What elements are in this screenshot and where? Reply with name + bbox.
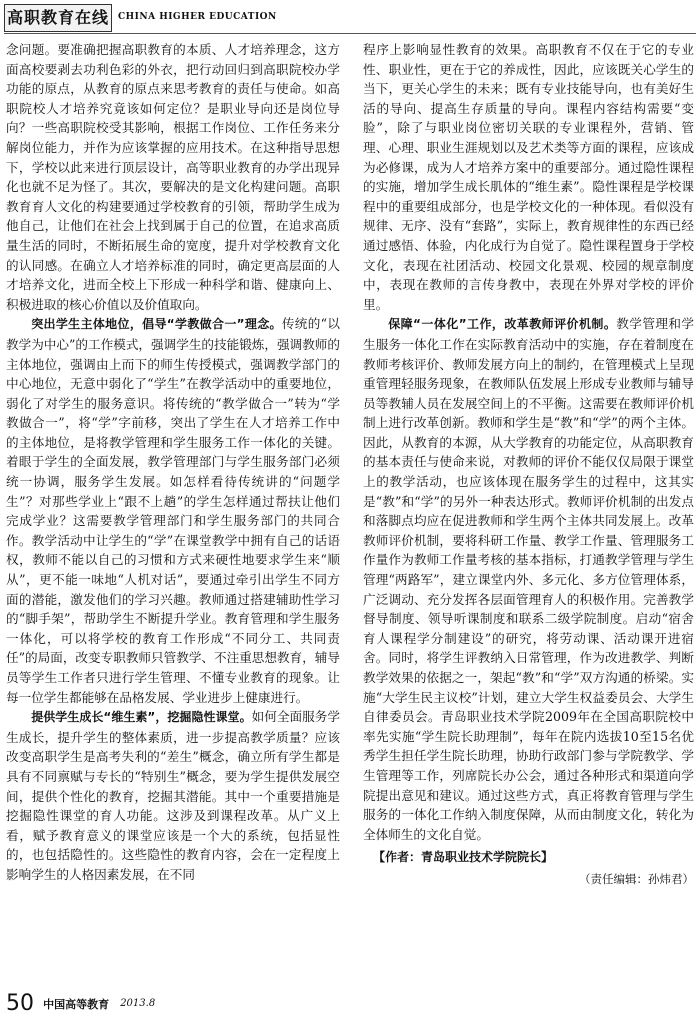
journal-name: 中国高等教育 bbox=[43, 997, 110, 1011]
section-lead: 突出学生主体地位，倡导“学教做合一”理念。 bbox=[31, 317, 282, 332]
section-lead: 保障“一体化”工作，改革教师评价机制。 bbox=[388, 317, 617, 332]
issue-number: 2013.8 bbox=[120, 998, 156, 1009]
paragraph-text: 教学管理和学生服务一体化工作在实际教育活动中的实施，存在着制度在教师考核评价、教师发展方向上的制约，在管理模式上呈现重管理轻服务现象，在教师队伍发展上形成专业教师与辅导员等教辅人员在发展空间上的不平衡。这需要在教师评价机制上进行改革创新。教师和学生是“教”和“学”的两个主体。因此，从教育的本源，从大学教育的功能定位，从高职教育的基本责任与使命来说，对教师的评价不能仅仅局限于课堂上的教学活动，也应该体现在服务学生的过程中，这其实是“教”和“学”的另外一种表达形式。教师评价机制的出发点和落脚点均应在促进教师和学生两个主体共同发展上。改革教师评价机制，要将科研工作量、教学工作量、管理服务工作量作为教师工作量考核的基本指标，打通教学管理与学生管理“两路军”，建立课堂内外、多元化、多方位管理体系，广泛调动、充分发挥各层面管理育人的积极作用。完善教学督导制度、领导听课制度和联系二级学院制度。启动“宿舍育人课程学分制建设”的研究，将劳动课、活动课开进宿舍。同时，将学生评教纳入日常管理，作为改进教学、判断教学效果的依据之一，架起“教”和“学”双方沟通的桥梁。实施“大学生民主议校”计划，建立大学生权益委员会、大学生自律委员会。青岛职业技术学院2009年在全国高职院校中率先实施“学生院长助理制”，每年在院内选拔10至15名优秀学生担任学生院长助理，协助行政部门参与学院教学、学生管理等工作，列席院长办公会，通过各种形式和渠道向学院提出意见和建议。通过这些方式，真正将教育管理与学生服务的一体化工作纳入制度保障，从而由制度文化，转化为全体师生的文化自觉。 bbox=[363, 316, 695, 842]
paragraph-text: 传统的“以教学为中心”的工作模式，强调学生的技能锻炼，强调教师的主体地位，强调由上而下的师生传授模式，强调教学部门的中心地位，无意中弱化了“学生”在教学活动中的重要地位，弱化了对学生的服务意识。将传统的“教学做合一”转为“学教做合一”，将“学”字前移，突出了学生在人才培养工作中的主体地位，是将教学管理和学生服务工作一体化的关键。着眼于学生的全面发展，教学管理部门与学生服务部门必须统一协调，服务学生发展。如怎样看待传统讲的“问题学生”？对那些学业上“跟不上趟”的学生怎样通过帮扶让他们完成学业？这需要教学管理部门和学生服务部门的共同合作。教学活动中让学生的“学”在课堂教学中拥有自己的话语权，教师不能以自己的习惯和方式来硬性地要求学生来“顺从”，更不能一味地“人机对话”，要通过牵引出学生不同方面的潜能，激发他们的学习兴趣。教师通过搭建辅助性学习的“脚手架”，帮助学生不断提升学业。教育管理和学生服务一体化，可以将学校的教育工作形成“不同分工、共同责任”的局面，改变专职教师只管教学、不注重思想教育，辅导员等学生工作者只进行学生管理、不懂专业教育的现象。让每一位学生都能够在品格发展、学业进步上健康进行。 bbox=[6, 316, 340, 705]
paragraph: 程序上影响显性教育的效果。高职教育不仅在于它的专业性、职业性，更在于它的养成性，因此，应该既关心学生的当下，更关心学生的未来；既有专业技能导向，也有美好生活的导向、提高生存质量的导向。课程内容结构需要“变脸”，除了与职业岗位密切关联的专业课程外，营销、管理、心理、职业生涯规划以及艺术类等方面的课程，应该成为必修课，成为人才培养方案中的重要部分。通过隐性课程的实施，增加学生成长肌体的“维生素”。隐性课程是学校课程中的重要组成部分，也是学校文化的一种体现。看似没有规律、无序、没有“套路”，实际上，教育规律性的东西已经通过感悟、体验，内化成行为自觉了。隐性课程置身于学校文化，表现在社团活动、校园文化景观、校园的规章制度中，表现在教师的言传身教中，表现在外界对学校的评价里。 bbox=[363, 42, 694, 312]
left-column bbox=[6, 40, 340, 885]
column-brand: 高职教育在线 bbox=[4, 4, 112, 32]
paragraph: 念问题。要准确把握高职教育的本质、人才培养理念，这方面高校要剥去功利色彩的外衣，把行动回归到高职院校办学功能的原点，从教育的原点来思考教育的责任与使命。如高职院校人才培养究竟该如何定位？是职业导向还是岗位导向？一些高职院校受其影响，根据工作岗位、工作任务来分解岗位能力，并作为应该掌握的应用技术。在这种指导思想下，学校以此来进行顶层设计，高等职业教育的办学出现异化也就不足为怪了。其次，要解决的是文化构建问题。高职教育育人文化的构建要通过学校教育的引领，帮助学生成为他自己，让他们在社会上找到属于自己的位置，在追求高质量生活的同时，不断拓展生命的宽度，提升对学校教育文化的认同感。在确立人才培养标准的同时，确定更高层面的人才培养文化，进而全校上下形成一种科学和谐、健康向上、积极进取的核心价值以及价值取向。 bbox=[6, 42, 340, 312]
right-column bbox=[363, 40, 694, 890]
page-number: 50 bbox=[6, 991, 34, 1016]
author-note: 【作者：青岛职业技术学院院长】 bbox=[373, 850, 554, 865]
page-footer bbox=[6, 991, 155, 1017]
paragraph bbox=[6, 314, 340, 707]
journal-english-name: CHINA HIGHER EDUCATION bbox=[118, 12, 277, 22]
paragraph-text: 如何全面服务学生成长，提升学生的整体素质，进一步提高教学质量？应该改变高职学生是高考失利的“差生”概念，确立所有学生都是具有不同禀赋与专长的“特别生”概念，要为学生提供发展空间，提供个性化的教育，挖掘其潜能。其中一个重要措施是挖掘隐性课堂的育人功能。这涉及到课程改革。从广义上看，赋予教育意义的课堂应该是一个大的系统，包括显性的，也包括隐性的。这些隐性的教育内容，会在一定程度上影响学生的人格因素发展，在不同 bbox=[6, 709, 341, 882]
section-lead: 提供学生成长“维生素”，挖掘隐性课堂。 bbox=[31, 710, 252, 725]
editor-note: （责任编辑：孙炜君） bbox=[579, 871, 694, 886]
paragraph bbox=[6, 707, 340, 884]
page-header bbox=[0, 0, 700, 34]
paragraph bbox=[363, 314, 694, 844]
header-rule bbox=[4, 33, 696, 34]
